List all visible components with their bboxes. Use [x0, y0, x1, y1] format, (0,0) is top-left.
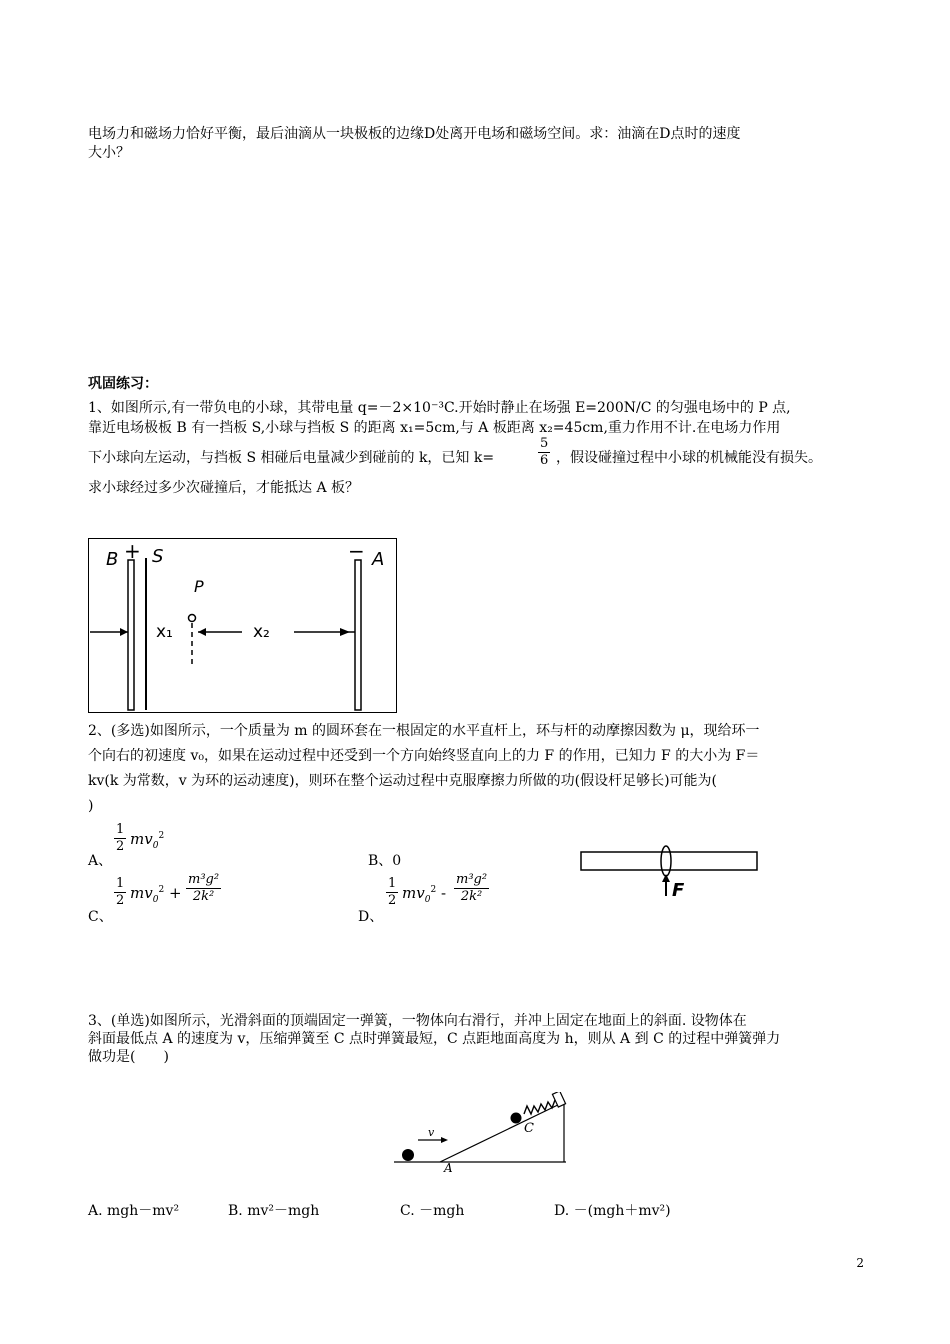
q3-line-1: 3、(单选)如图所示，光滑斜面的顶端固定一弹簧，一物体向右滑行，并冲上固定在地面上的斜面. 设物体在: [88, 1013, 747, 1029]
half-num: 1: [388, 876, 397, 891]
q2-a-half: [114, 822, 126, 855]
label-S: S: [152, 546, 164, 567]
q1-line-4: 求小球经过多少次碰撞后，才能抵达 A 板？: [88, 480, 360, 496]
mv-text: mv: [130, 884, 153, 902]
q2-c-fraction: [186, 872, 221, 905]
spring-coil: [524, 1100, 555, 1114]
square: 2: [158, 885, 165, 895]
plate-A: [355, 560, 361, 710]
mv-text: mv: [130, 830, 153, 848]
half-den: 2: [116, 893, 125, 908]
q2-line-1: 2、(多选)如图所示，一个质量为 m 的圆环套在一根固定的水平直杆上，环与杆的动摩擦因数为 μ，现给环一: [88, 723, 760, 739]
sub-zero: 0: [152, 841, 159, 851]
mv-text: mv: [402, 884, 425, 902]
q1-k-numerator: 5: [540, 436, 549, 451]
q2-a-expr: [130, 830, 164, 851]
sub-zero: 0: [424, 895, 431, 905]
q2-option-a: A、: [88, 853, 113, 869]
spring: [524, 1100, 555, 1114]
q2-c-expr: [130, 884, 182, 905]
label-F: F: [672, 880, 685, 901]
q2-line-4: ): [88, 798, 94, 814]
q2-d-fraction: [454, 872, 489, 905]
q3-figure: [392, 1092, 576, 1172]
m3g2-num: m³g²: [456, 872, 488, 887]
q2-c-half: [114, 876, 126, 909]
q2-option-b: B、0: [368, 853, 402, 869]
label-A: A: [372, 549, 385, 570]
half-num: 1: [116, 876, 125, 891]
minus-op: -: [440, 884, 447, 902]
q2-d-half: [386, 876, 398, 909]
block-ball: [402, 1149, 414, 1161]
sub-zero: 0: [152, 895, 159, 905]
q2-line-2: 个向右的初速度 v₀，如果在运动过程中还受到一个方向始终竖直向上的力 F 的作用，已知力 F 的大小为 F＝: [88, 748, 760, 764]
plus-sign: +: [124, 539, 141, 563]
charged-ball: [189, 615, 196, 622]
label-A: A: [444, 1161, 453, 1172]
q2-d-expr: [402, 884, 446, 905]
q3-option-b: B. mv²－mgh: [228, 1203, 320, 1219]
rod: [581, 852, 757, 870]
label-x2: x₂: [253, 622, 270, 642]
ball-at-C: [511, 1113, 522, 1124]
label-C: C: [524, 1121, 534, 1136]
q2-line-3: kv(k 为常数，v 为环的运动速度)，则环在整个运动过程中克服摩擦力所做的功(假设杆足够长)可能为(: [88, 773, 717, 789]
q3-option-c: C. －mgh: [400, 1203, 465, 1219]
intro-line-2: 大小？: [88, 145, 130, 161]
q1-line-1: 1、如图所示,有一带负电的小球，其带电量 q=－2×10⁻³C.开始时静止在场强 E=200N/C 的匀强电场中的 P 点,: [88, 400, 791, 416]
2k2-den: 2k²: [192, 889, 215, 904]
2k2-den: 2k²: [460, 889, 483, 904]
velocity-arrow: [441, 1137, 448, 1143]
q3-line-3: 做功是( ): [88, 1049, 169, 1065]
plate-B: [128, 560, 134, 710]
label-B: B: [106, 549, 119, 570]
force-F-arrow: [662, 874, 670, 882]
square: 2: [158, 831, 165, 841]
q2-figure: [578, 840, 762, 902]
incline: [440, 1102, 564, 1162]
m3g2-num: m³g²: [188, 872, 220, 887]
label-x1: x₁: [156, 622, 173, 642]
q1-line-3b: ，假设碰撞过程中小球的机械能没有损失。: [556, 450, 822, 466]
minus-sign: −: [348, 539, 365, 563]
q1-line-3a: 下小球向左运动，与挡板 S 相碰后电量减少到碰前的 k，已知 k=: [88, 450, 495, 466]
spring-mount: [552, 1092, 565, 1107]
q1-figure: [88, 538, 398, 714]
intro-line-1: 电场力和磁场力恰好平衡，最后油滴从一块极板的边缘D处离开电场和磁场空间。求：油滴在D点时的速度: [88, 126, 741, 142]
square: 2: [430, 885, 437, 895]
plus-op: +: [168, 884, 182, 902]
label-P: P: [194, 577, 204, 596]
q3-line-2: 斜面最低点 A 的速度为 v，压缩弹簧至 C 点时弹簧最短，C 点距地面高度为 h，则从 A 到 C 的过程中弹簧弹力: [88, 1031, 781, 1047]
q1-k-fraction: [538, 436, 550, 469]
half-den: 2: [116, 839, 125, 854]
half-num: 1: [116, 822, 125, 837]
section-title: 巩固练习：: [88, 376, 158, 392]
q3-option-d: D. －(mgh＋mv²): [554, 1203, 671, 1219]
page-number: 2: [856, 1256, 864, 1270]
half-den: 2: [388, 893, 397, 908]
label-v: v: [428, 1126, 435, 1139]
q3-option-a: A. mgh－mv²: [88, 1203, 180, 1219]
q2-option-c: C、: [88, 909, 113, 925]
q1-line-2: 靠近电场极板 B 有一挡板 S,小球与挡板 S 的距离 x₁=5cm,与 A 板距离 x₂=45cm,重力作用不计.在电场力作用: [88, 420, 781, 436]
q1-k-denominator: 6: [540, 453, 549, 468]
q2-option-d: D、: [358, 909, 384, 925]
